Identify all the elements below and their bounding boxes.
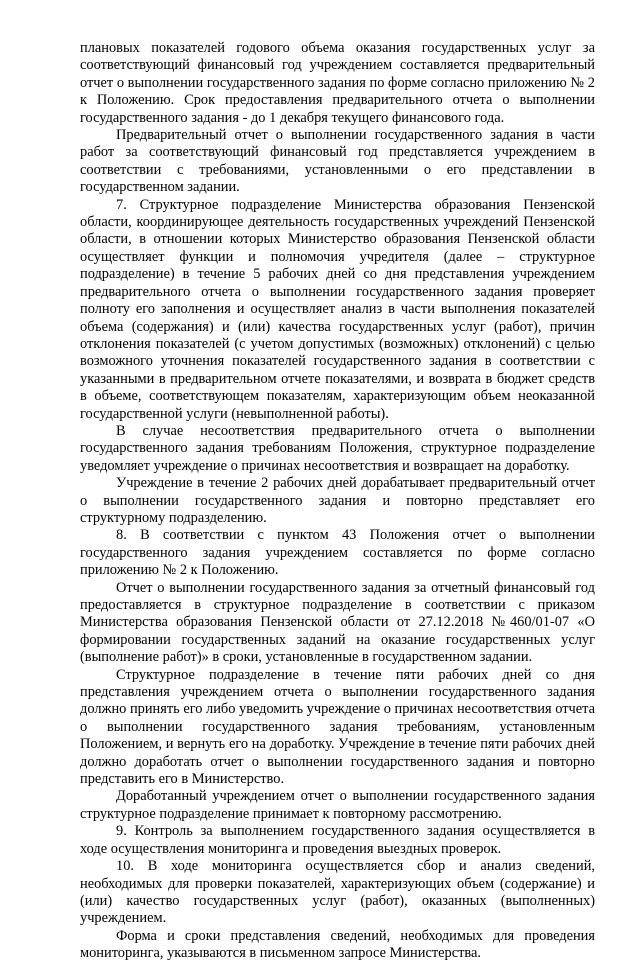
paragraph-acceptance: Структурное подразделение в течение пяти рабочих дней со дня представления учреждением отчета о выполнении государственного задания должно принять его либо уведомить учреждение о причинах несоответствия отчета о выполнении государственного задания требованиям, установленным Положением, и вернуть его на доработку. Учреждение в течение пяти рабочих дней должно доработать отчет о выполнении государственного задания и повторно представить его в Министерство. bbox=[80, 666, 595, 788]
paragraph-re-review: Доработанный учреждением отчет о выполнении государственного задания структурное подразделение принимает к повторному рассмотрению. bbox=[80, 788, 595, 822]
paragraph-item-8: 8. В соответствии с пунктом 43 Положения отчет о выполнении государственного задания учреждением составляется по форме согласно приложению № 2 к Положению. bbox=[80, 527, 595, 579]
paragraph-monitoring-form: Форма и сроки представления сведений, необходимых для проведения мониторинга, указываются в письменном запросе Министерства. bbox=[80, 927, 595, 962]
paragraph-preliminary-report-works: Предварительный отчет о выполнении государственного задания в части работ за соответствующий финансовый год представляется учреждением в соответствии с требованиями, установленными о его представлении в государственном задании. bbox=[80, 127, 595, 196]
paragraph-annual-report: Отчет о выполнении государственного задания за отчетный финансовый год предоставляется в структурное подразделение в соответствии с приказом Министерства образования Пензенской области от 27.12.2018 №460/01-07 «О формировании государственных заданий на оказание государственных услуг (выполнение работ)» в сроки, установленные в государственном задании. bbox=[80, 579, 595, 666]
paragraph-item-9: 9. Контроль за выполнением государственного задания осуществляется в ходе осуществления мониторинга и проведения выездных проверок. bbox=[80, 823, 595, 857]
paragraph-nonconformity: В случае несоответствия предварительного отчета о выполнении государственного задания требованиям Положения, структурное подразделение уведомляет учреждение о причинах несоответствия и возвращает на доработку. bbox=[80, 422, 595, 474]
paragraph-continuation: плановых показателей годового объема оказания государственных услуг за соответствующий финансовый год учреждением составляется предварительный отчет о выполнении государственного задания по форме согласно приложению № 2 к Положению. Срок предоставления предварительного отчета о выполнении государственного задания - до 1 декабря текущего финансового года. bbox=[80, 40, 595, 126]
paragraph-revision: Учреждение в течение 2 рабочих дней дорабатывает предварительный отчет о выполнении государственного задания и повторно представляет его структурному подразделению. bbox=[80, 475, 595, 526]
paragraph-item-7: 7. Структурное подразделение Министерства образования Пензенской области, координирующее деятельность государственных учреждений Пензенской области, в отношении которых Министерство образования Пензенской области осуществляет функции и полномочия учредителя (далее – структурное подразделение) в течение 5 рабочих дней со дня представления учреждением предварительного отчета о выполнении государственного задания проверяет полноту его заполнения и осуществляет анализ в части выполнения показателей объема (содержания) и (или) качества государственных услуг (работ), причин отклонения показателей (с учетом допустимых (возможных) отклонений) с целью возможного уточнения показателей государственного задания в соответствии с указанными в предварительном отчете показателями, и возврата в бюджет средств в объеме, соответствующем показателям, характеризующим объем неоказанной государственной услуги (невыполненной работы). bbox=[80, 196, 595, 422]
paragraph-item-10: 10. В ходе мониторинга осуществляется сбор и анализ сведений, необходимых для проверки показателей, характеризующих объем (содержание) и (или) качество государственных услуг (работ), оказанных (выполненных) учреждением. bbox=[80, 858, 595, 927]
